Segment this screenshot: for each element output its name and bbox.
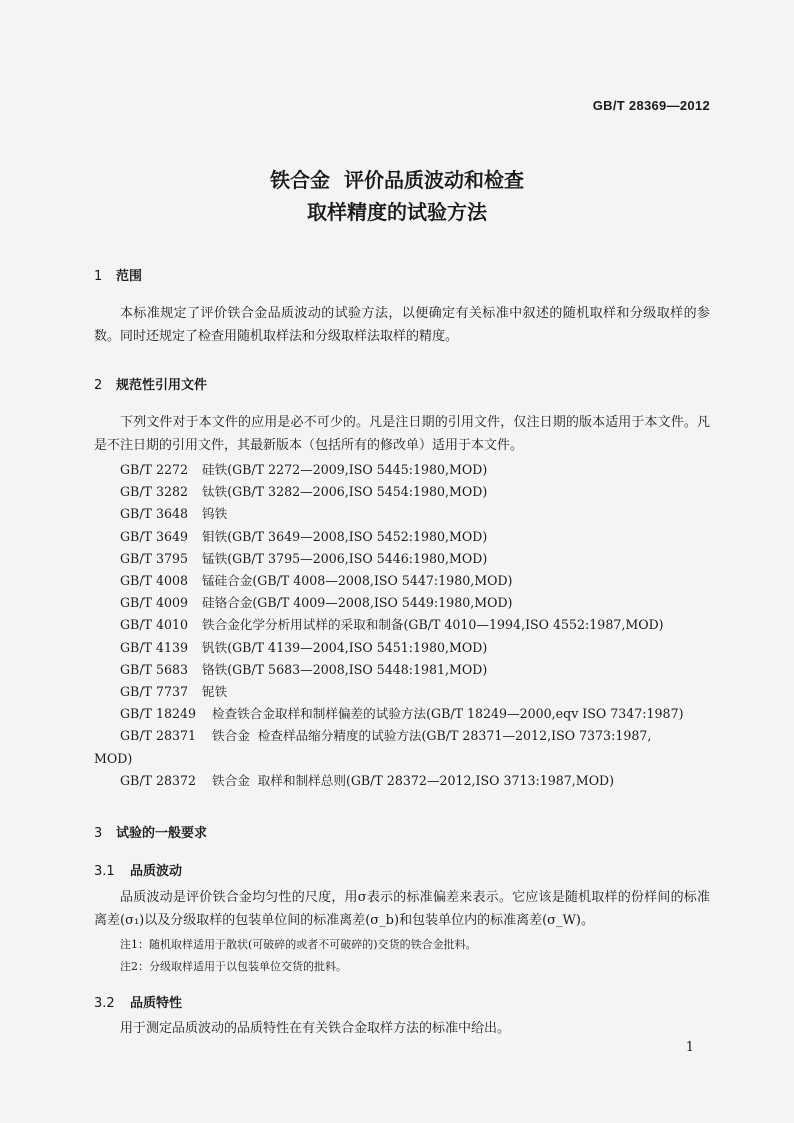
reference-title: 铬铁(GB/T 5683—2008,ISO 5448:1981,MOD): [202, 661, 488, 677]
reference-item: [94, 681, 710, 703]
reference-title: 铌铁: [202, 684, 228, 700]
reference-title: 铁合金 检查样品缩分精度的试验方法(GB/T 28371—2012,ISO 7373:1987,: [212, 728, 652, 744]
reference-item: [94, 703, 710, 725]
reference-title: 铁合金化学分析用试样的采取和制备(GB/T 4010—1994,ISO 4552:1987,MOD): [202, 617, 664, 633]
reference-title: 钼铁(GB/T 3649—2008,ISO 5452:1980,MOD): [202, 528, 488, 544]
section-number: 1: [94, 269, 103, 284]
section-title: 范围: [116, 269, 143, 284]
reference-code: GB/T 3648: [120, 506, 189, 522]
document-title: [0, 164, 794, 228]
reference-title: 硅铁(GB/T 2272—2009,ISO 5445:1980,MOD): [202, 462, 488, 477]
note-2: 注2：分级取样适用于以包装单位交货的批料。: [120, 960, 347, 973]
reference-code: GB/T 3795: [120, 550, 189, 566]
reference-title: 锰硅合金(GB/T 4008—2008,ISO 5447:1980,MOD): [202, 573, 513, 589]
subsection-title: 品质特性: [130, 996, 183, 1011]
page-number: 1: [685, 1040, 694, 1055]
section-title: 试验的一般要求: [116, 826, 208, 841]
reference-item: [94, 659, 710, 681]
title-line-1: 铁合金 评价品质波动和检查: [270, 168, 524, 192]
reference-title: 钒铁(GB/T 4139—2004,ISO 5451:1980,MOD): [202, 639, 488, 655]
section-3-heading: [94, 822, 207, 841]
reference-title-continuation: MOD): [94, 750, 133, 766]
reference-code: GB/T 4009: [120, 595, 189, 611]
reference-item: [94, 725, 710, 769]
reference-item: [94, 570, 710, 592]
title-line-2: 取样精度的试验方法: [307, 200, 487, 224]
reference-item: [94, 592, 710, 614]
reference-item: [94, 526, 710, 548]
reference-item: [94, 770, 710, 792]
subsection-title: 品质波动: [130, 864, 183, 879]
subsection-number: 3.2: [94, 996, 115, 1011]
section-3-2-heading: [94, 992, 182, 1011]
reference-item: [94, 481, 710, 503]
reference-item: [94, 637, 710, 659]
reference-item: [94, 503, 710, 525]
reference-title: 锰铁(GB/T 3795—2006,ISO 5446:1980,MOD): [202, 550, 488, 566]
reference-code: GB/T 7737: [120, 684, 189, 700]
reference-item: [94, 548, 710, 570]
reference-code: GB/T 5683: [120, 661, 189, 677]
section-title: 规范性引用文件: [116, 378, 208, 393]
section-1-heading: [94, 265, 142, 284]
section-3-1-paragraph: 品质波动是评价铁合金均匀性的尺度，用σ表示的标准偏差来表示。它应该是随机取样的份样间的标准离差(σ₁)以及分级取样的包装单位间的标准离差(σ_b)和包装单位内的标准离差(σ_W)。: [94, 890, 710, 928]
reference-title: 铁合金 取样和制样总则(GB/T 28372—2012,ISO 3713:1987,MOD): [212, 772, 615, 788]
reference-item: [94, 459, 710, 481]
reference-code: GB/T 28371: [120, 728, 197, 744]
normative-references-list: [94, 459, 710, 792]
section-number: 3: [94, 826, 103, 841]
reference-title: 钛铁(GB/T 3282—2006,ISO 5454:1980,MOD): [202, 484, 488, 500]
reference-title: 检查铁合金取样和制样偏差的试验方法(GB/T 18249—2000,eqv ISO 7347:1987): [212, 706, 684, 722]
reference-code: GB/T 18249: [120, 706, 197, 722]
reference-code: GB/T 4139: [120, 639, 189, 655]
reference-code: GB/T 3649: [120, 528, 189, 544]
subsection-number: 3.1: [94, 864, 115, 879]
section-3-2-paragraph: 用于测定品质波动的品质特性在有关铁合金取样方法的标准中给出。: [120, 1021, 511, 1036]
reference-code: GB/T 28372: [120, 772, 197, 788]
section-3-1-heading: [94, 860, 182, 879]
reference-title: 硅铬合金(GB/T 4009—2008,ISO 5449:1980,MOD): [202, 595, 513, 611]
reference-code: GB/T 4010: [120, 617, 189, 633]
note-1: 注1：随机取样适用于散状(可破碎的或者不可破碎的)交货的铁合金批料。: [120, 938, 477, 951]
section-1-paragraph: 本标准规定了评价铁合金品质波动的试验方法，以便确定有关标准中叙述的随机取样和分级取样的参数。同时还规定了检查用随机取样法和分级取样法取样的精度。: [94, 306, 710, 344]
reference-title: 钨铁: [202, 506, 228, 522]
section-2-paragraph: 下列文件对于本文件的应用是必不可少的。凡是注日期的引用文件，仅注日期的版本适用于本文件。凡是不注日期的引用文件，其最新版本（包括所有的修改单）适用于本文件。: [94, 415, 710, 453]
section-number: 2: [94, 378, 103, 393]
reference-code: GB/T 2272: [120, 462, 189, 477]
section-2-heading: [94, 374, 207, 393]
reference-code: GB/T 4008: [120, 573, 189, 589]
standard-code: GB/T 28369—2012: [592, 98, 710, 113]
reference-code: GB/T 3282: [120, 484, 189, 500]
reference-item: [94, 614, 710, 636]
